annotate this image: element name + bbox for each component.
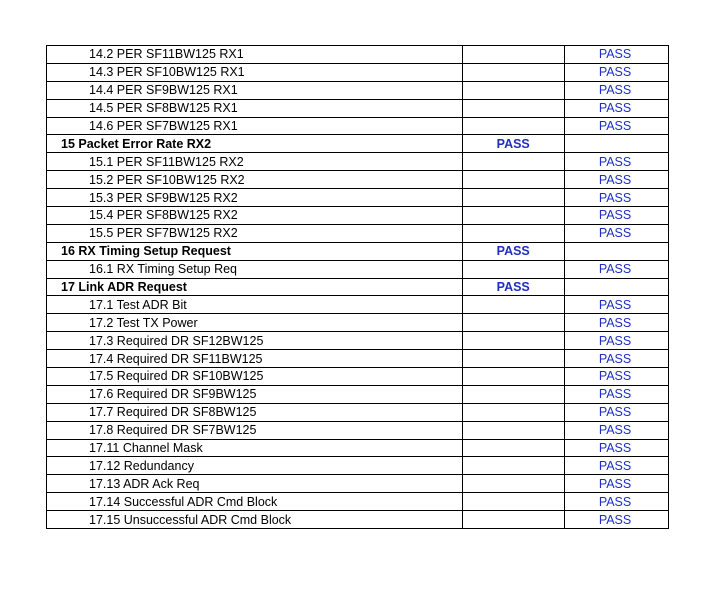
table-row (47, 117, 669, 135)
test-case-name: 17.3 Required DR SF12BW125 (47, 332, 463, 350)
test-case-name: 15.3 PER SF9BW125 RX2 (47, 189, 463, 207)
test-case-name: 17.4 Required DR SF11BW125 (47, 350, 463, 368)
case-result-cell: PASS (564, 46, 668, 64)
table-row (47, 224, 669, 242)
group-result-cell (462, 332, 564, 350)
group-result-cell (462, 439, 564, 457)
table-row (47, 46, 669, 64)
test-case-name: 15.5 PER SF7BW125 RX2 (47, 224, 463, 242)
group-result-cell (462, 475, 564, 493)
case-result-cell: PASS (564, 511, 668, 529)
table-row (47, 314, 669, 332)
group-result-cell (462, 207, 564, 225)
table-row (47, 350, 669, 368)
case-result-cell: PASS (564, 385, 668, 403)
group-result-cell (462, 224, 564, 242)
test-case-name: 15.4 PER SF8BW125 RX2 (47, 207, 463, 225)
group-result-cell (462, 189, 564, 207)
table-row (47, 457, 669, 475)
group-result-cell (462, 421, 564, 439)
table-row (47, 207, 669, 225)
group-result-cell (462, 117, 564, 135)
group-row (47, 135, 669, 153)
group-result-cell (462, 296, 564, 314)
test-group-name: 16 RX Timing Setup Request (47, 242, 463, 260)
group-result-cell (462, 385, 564, 403)
case-result-cell (564, 278, 668, 296)
test-case-name: 14.3 PER SF10BW125 RX1 (47, 63, 463, 81)
case-result-cell: PASS (564, 81, 668, 99)
test-case-name: 17.1 Test ADR Bit (47, 296, 463, 314)
table-row (47, 296, 669, 314)
table-row (47, 403, 669, 421)
test-group-name: 17 Link ADR Request (47, 278, 463, 296)
case-result-cell: PASS (564, 493, 668, 511)
test-case-name: 14.4 PER SF9BW125 RX1 (47, 81, 463, 99)
test-results-body (47, 46, 669, 529)
test-case-name: 16.1 RX Timing Setup Req (47, 260, 463, 278)
case-result-cell: PASS (564, 403, 668, 421)
case-result-cell: PASS (564, 350, 668, 368)
test-case-name: 17.7 Required DR SF8BW125 (47, 403, 463, 421)
table-row (47, 260, 669, 278)
group-result-cell (462, 46, 564, 64)
test-case-name: 15.1 PER SF11BW125 RX2 (47, 153, 463, 171)
table-row (47, 439, 669, 457)
test-case-name: 17.14 Successful ADR Cmd Block (47, 493, 463, 511)
table-row (47, 189, 669, 207)
test-group-name: 15 Packet Error Rate RX2 (47, 135, 463, 153)
table-row (47, 153, 669, 171)
test-case-name: 17.5 Required DR SF10BW125 (47, 368, 463, 386)
test-case-name: 17.15 Unsuccessful ADR Cmd Block (47, 511, 463, 529)
case-result-cell: PASS (564, 63, 668, 81)
group-result-cell (462, 81, 564, 99)
group-result-cell (462, 368, 564, 386)
case-result-cell (564, 242, 668, 260)
group-result-cell (462, 511, 564, 529)
table-row (47, 421, 669, 439)
group-row (47, 278, 669, 296)
case-result-cell: PASS (564, 457, 668, 475)
group-result-cell (462, 493, 564, 511)
group-result-cell (462, 153, 564, 171)
case-result-cell: PASS (564, 171, 668, 189)
group-row (47, 242, 669, 260)
case-result-cell: PASS (564, 117, 668, 135)
case-result-cell: PASS (564, 421, 668, 439)
case-result-cell: PASS (564, 207, 668, 225)
group-result-cell: PASS (462, 278, 564, 296)
case-result-cell: PASS (564, 296, 668, 314)
group-result-cell (462, 314, 564, 332)
case-result-cell: PASS (564, 368, 668, 386)
case-result-cell: PASS (564, 224, 668, 242)
test-case-name: 15.2 PER SF10BW125 RX2 (47, 171, 463, 189)
group-result-cell (462, 403, 564, 421)
table-row (47, 511, 669, 529)
test-case-name: 17.11 Channel Mask (47, 439, 463, 457)
table-row (47, 475, 669, 493)
group-result-cell (462, 260, 564, 278)
table-row (47, 171, 669, 189)
case-result-cell (564, 135, 668, 153)
group-result-cell (462, 99, 564, 117)
group-result-cell (462, 63, 564, 81)
test-case-name: 17.6 Required DR SF9BW125 (47, 385, 463, 403)
group-result-cell (462, 350, 564, 368)
table-row (47, 493, 669, 511)
test-case-name: 14.2 PER SF11BW125 RX1 (47, 46, 463, 64)
test-case-name: 17.8 Required DR SF7BW125 (47, 421, 463, 439)
test-case-name: 14.5 PER SF8BW125 RX1 (47, 99, 463, 117)
table-row (47, 385, 669, 403)
table-row (47, 99, 669, 117)
test-results-table (46, 45, 669, 529)
group-result-cell: PASS (462, 242, 564, 260)
case-result-cell: PASS (564, 475, 668, 493)
table-row (47, 368, 669, 386)
table-row (47, 63, 669, 81)
group-result-cell (462, 171, 564, 189)
group-result-cell: PASS (462, 135, 564, 153)
test-case-name: 17.2 Test TX Power (47, 314, 463, 332)
case-result-cell: PASS (564, 189, 668, 207)
test-case-name: 14.6 PER SF7BW125 RX1 (47, 117, 463, 135)
case-result-cell: PASS (564, 314, 668, 332)
case-result-cell: PASS (564, 332, 668, 350)
test-case-name: 17.12 Redundancy (47, 457, 463, 475)
test-case-name: 17.13 ADR Ack Req (47, 475, 463, 493)
case-result-cell: PASS (564, 153, 668, 171)
case-result-cell: PASS (564, 99, 668, 117)
case-result-cell: PASS (564, 260, 668, 278)
table-row (47, 332, 669, 350)
case-result-cell: PASS (564, 439, 668, 457)
table-row (47, 81, 669, 99)
group-result-cell (462, 457, 564, 475)
